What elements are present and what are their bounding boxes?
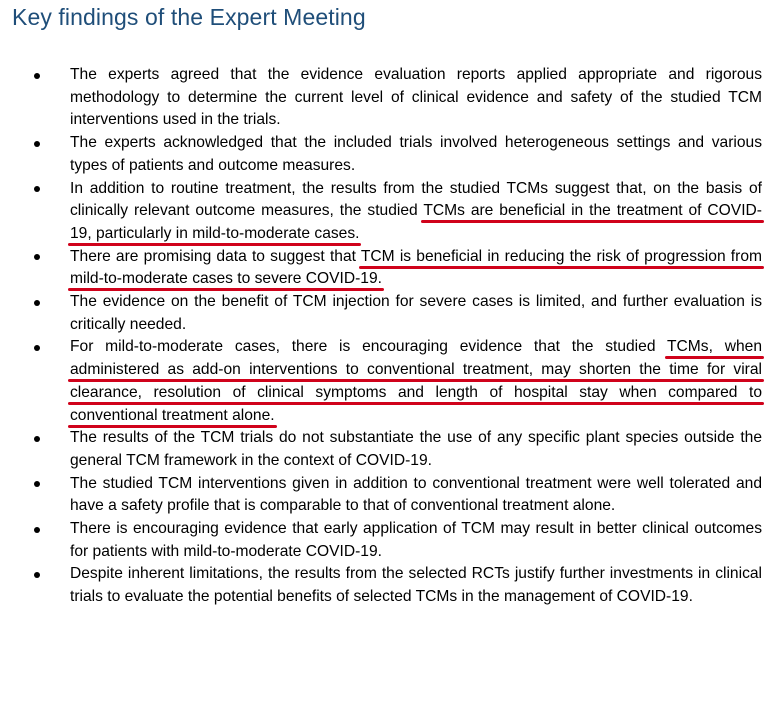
red-underline <box>665 356 764 359</box>
red-underline <box>68 288 384 291</box>
highlighted-text: TCMs are beneficial in the treatment of COVID-19, particularly in mild-to-moderate cases. <box>70 202 762 242</box>
red-underline <box>68 402 764 405</box>
list-item: There are promising data to suggest that TCM is beneficial in reducing the risk of progression from mild-to-moderate cases to severe COVID-19. <box>70 246 762 291</box>
findings-list <box>70 64 762 609</box>
red-underline <box>421 220 764 223</box>
list-item: The results of the TCM trials do not substantiate the use of any specific plant species outside the general TCM framework in the context of COVID-19. <box>70 427 762 472</box>
red-underline <box>359 266 764 269</box>
list-item: The evidence on the benefit of TCM injection for severe cases is limited, and further evaluation is critically needed. <box>70 291 762 336</box>
red-underline <box>68 425 277 428</box>
red-underline <box>68 243 361 246</box>
list-item: Despite inherent limitations, the results from the selected RCTs justify further investments in clinical trials to evaluate the potential benefits of selected TCMs in the management of COVID-19. <box>70 563 762 608</box>
highlighted-text: TCMs, when administered as add-on interventions to conventional treatment, may shorten the time for viral clearance, resolution of clinical symptoms and length of hospital stay when compared to conventional treatment alone. <box>70 338 762 424</box>
list-item: The experts agreed that the evidence evaluation reports applied appropriate and rigorous methodology to determine the current level of clinical evidence and safety of the studied TCM interventions used in the trials. <box>70 64 762 132</box>
list-item: In addition to routine treatment, the results from the studied TCMs suggest that, on the basis of clinically relevant outcome measures, the studied TCMs are beneficial in the treatment of COVID-19, particularly in mild-to-moderate cases. <box>70 178 762 246</box>
list-item: There is encouraging evidence that early application of TCM may result in better clinical outcomes for patients with mild-to-moderate COVID-19. <box>70 518 762 563</box>
red-underline <box>68 379 764 382</box>
list-item: For mild-to-moderate cases, there is encouraging evidence that the studied TCMs, when administered as add-on interventions to conventional treatment, may shorten the time for viral clearance, resolution of clinical symptoms and length of hospital stay when compared to conventional treatment alone. <box>70 336 762 427</box>
list-item: The studied TCM interventions given in addition to conventional treatment were well tolerated and have a safety profile that is comparable to that of conventional treatment alone. <box>70 473 762 518</box>
highlighted-text: TCM is beneficial in reducing the risk of progression from mild-to-moderate cases to severe COVID-19. <box>70 247 762 288</box>
list-item: The experts acknowledged that the included trials involved heterogeneous settings and various types of patients and outcome measures. <box>70 132 762 177</box>
section-heading: Key findings of the Expert Meeting <box>12 4 366 30</box>
